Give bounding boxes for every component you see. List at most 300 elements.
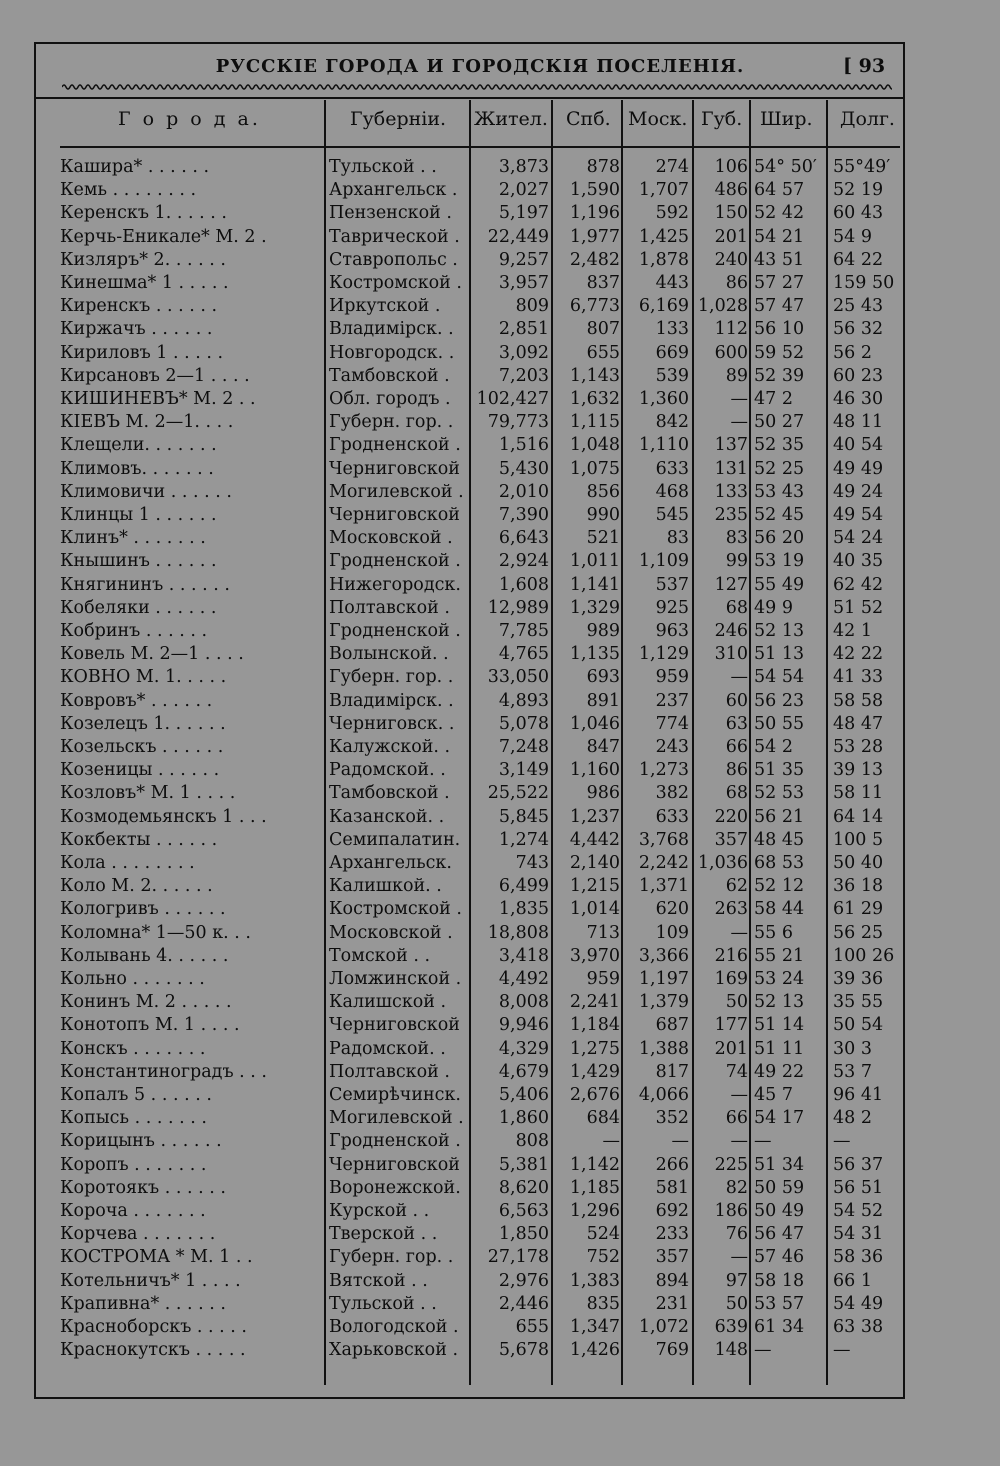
cell-moscow: 620 [655, 899, 689, 920]
cell-lon: 60 43 [833, 203, 884, 224]
cell-spb: 989 [586, 621, 620, 641]
cell-city: Козелецъ 1. . . . . . [60, 713, 226, 734]
table-row [0, 852, 1000, 875]
cell-spb: 847 [586, 737, 620, 757]
cell-lat: 57 46 [754, 1247, 805, 1268]
cell-gub: 148 [714, 1340, 748, 1361]
cell-lon: — [833, 1131, 851, 1152]
cell-gubernia: Ставропольс . [329, 249, 458, 270]
cell-gubernia: Черниговской [329, 1015, 460, 1036]
cell-city: Корчева . . . . . . . [60, 1224, 216, 1245]
cell-gubernia: Черниговской [329, 505, 460, 525]
table-row [0, 1130, 1000, 1153]
cell-moscow: 109 [655, 922, 689, 943]
cell-lat: 64 57 [754, 180, 805, 201]
cell-moscow: 545 [655, 505, 689, 525]
table-row [0, 1084, 1000, 1107]
col-header-lat: Шир. [760, 108, 813, 130]
cell-population: 7,248 [498, 737, 549, 757]
cell-lat: 54 54 [754, 667, 805, 688]
table-row [0, 829, 1000, 852]
cell-lat: 51 13 [754, 644, 805, 665]
cell-city: Красноборскъ . . . . . [60, 1317, 247, 1337]
cell-moscow: — [671, 1131, 689, 1152]
cell-city: Климовъ. . . . . . . [60, 458, 214, 479]
table-row [0, 202, 1000, 225]
cell-lat: 56 10 [754, 319, 805, 340]
cell-population: 1,608 [498, 574, 549, 595]
cell-spb: 1,590 [569, 180, 620, 201]
cell-lat: 57 47 [754, 296, 805, 317]
cell-lon: 30 3 [833, 1038, 872, 1059]
cell-city: Ковровъ* . . . . . . [60, 690, 213, 711]
cell-gubernia: Вятской . . [329, 1270, 428, 1291]
cell-gub: 1,036 [697, 853, 748, 873]
cell-lat: 51 11 [754, 1038, 805, 1059]
cell-moscow: 687 [655, 1015, 689, 1036]
table-row [0, 411, 1000, 434]
cell-gubernia: Иркутской . [329, 296, 441, 317]
cell-spb: 2,140 [569, 853, 620, 873]
cell-moscow: 382 [655, 783, 689, 804]
cell-spb: 752 [586, 1247, 620, 1268]
cell-lon: 35 55 [833, 992, 884, 1013]
cell-city: Кириловъ 1 . . . . . [60, 342, 224, 363]
cell-gubernia: Костромской . [329, 899, 462, 920]
cell-gub: 131 [714, 458, 748, 479]
cell-gubernia: Новгородск. . [329, 342, 455, 363]
cell-population: 12,989 [487, 597, 549, 618]
cell-city: Ковель М. 2—1 . . . . [60, 644, 244, 665]
cell-population: 2,010 [498, 481, 549, 502]
cell-moscow: 3,768 [638, 829, 689, 850]
cell-gubernia: Калишской . [329, 992, 447, 1013]
cell-gubernia: Московской . [329, 922, 453, 943]
cell-gubernia: Владимірск. . [329, 319, 454, 340]
table-row [0, 736, 1000, 759]
cell-city: КОВНО М. 1. . . . . [60, 667, 227, 688]
cell-lat: 51 14 [754, 1015, 805, 1036]
cell-gub: 220 [714, 806, 748, 827]
cell-gub: 68 [725, 597, 748, 618]
cell-city: КИШИНЕВЪ* М. 2 . . [60, 389, 256, 409]
cell-gubernia: Черниговской [329, 458, 460, 479]
cell-city: Кинешма* 1 . . . . . [60, 273, 229, 293]
cell-city: Клинъ* . . . . . . . [60, 528, 206, 549]
cell-spb: 986 [586, 783, 620, 804]
cell-gubernia: Томской . . [329, 945, 431, 966]
cell-gub: 177 [714, 1015, 748, 1036]
cell-gubernia: Радомской. . [329, 1038, 446, 1059]
cell-gubernia: Тульской . . [329, 157, 437, 177]
cell-lat: 53 19 [754, 551, 805, 572]
cell-moscow: 959 [655, 667, 689, 688]
cell-lat: 52 35 [754, 435, 805, 456]
cell-population: 6,499 [498, 876, 549, 897]
cell-gub: — [730, 922, 748, 943]
cell-spb: 990 [586, 505, 620, 525]
cell-lat: 52 39 [754, 365, 805, 386]
cell-gubernia: Архангельск. [329, 853, 452, 873]
cell-city: Клинцы 1 . . . . . . [60, 505, 217, 525]
cell-spb: 1,632 [569, 389, 620, 409]
cell-gubernia: Воронежской. [329, 1177, 461, 1198]
cell-moscow: 1,129 [638, 644, 689, 665]
cell-moscow: 1,360 [638, 389, 689, 409]
cell-lat: 54 2 [754, 737, 793, 757]
cell-spb: 837 [586, 273, 620, 293]
cell-moscow: 4,066 [638, 1085, 689, 1105]
cell-city: Киренскъ . . . . . . [60, 296, 218, 317]
cell-moscow: 774 [655, 713, 689, 734]
page-number: [ 93 [843, 55, 886, 77]
cell-population: 6,563 [498, 1201, 549, 1221]
cell-city: Климовичи . . . . . . [60, 481, 232, 502]
col-header-moscow: Моск. [628, 108, 688, 130]
page-title: РУССКІЕ ГОРОДА И ГОРОДСКІЯ ПОСЕЛЕНІЯ. [215, 56, 745, 77]
cell-lon: 46 30 [833, 389, 884, 409]
table-row [0, 643, 1000, 666]
cell-city: Короча . . . . . . . [60, 1201, 206, 1221]
cell-gubernia: Черниговской [329, 1154, 460, 1175]
cell-lon: 25 43 [833, 296, 884, 317]
cell-city: КІЕВЪ М. 2—1. . . . [60, 412, 234, 433]
cell-gubernia: Тульской . . [329, 1293, 437, 1314]
cell-lat: 55 6 [754, 922, 793, 943]
cell-lon: 40 35 [833, 551, 884, 572]
cell-population: 7,785 [498, 621, 549, 641]
cell-spb: 1,160 [569, 760, 620, 781]
cell-city: Кобеляки . . . . . . [60, 597, 217, 618]
cell-lat: 45 7 [754, 1085, 793, 1105]
table-row [0, 226, 1000, 249]
cell-moscow: 266 [655, 1154, 689, 1175]
cell-gubernia: Калишкой. . [329, 876, 442, 897]
cell-spb: 1,215 [569, 876, 620, 897]
cell-city: Кокбекты . . . . . . [60, 829, 218, 850]
cell-gub: 137 [714, 435, 748, 456]
cell-moscow: 633 [655, 806, 689, 827]
cell-moscow: 817 [655, 1061, 689, 1082]
table-row [0, 249, 1000, 272]
cell-gub: 169 [714, 969, 748, 989]
cell-moscow: 231 [655, 1293, 689, 1314]
cell-lon: 41 33 [833, 667, 884, 688]
cell-gub: 201 [714, 226, 748, 247]
cell-lon: 54 49 [833, 1293, 884, 1314]
cell-moscow: 581 [655, 1177, 689, 1198]
cell-moscow: 537 [655, 574, 689, 595]
cell-gubernia: Гродненской . [329, 1131, 461, 1152]
cell-lat: 50 27 [754, 412, 805, 433]
cell-gubernia: Тверской . . [329, 1224, 438, 1245]
table-row [0, 550, 1000, 573]
cell-population: 2,446 [498, 1293, 549, 1314]
cell-spb: 1,142 [569, 1154, 620, 1175]
cell-city: Конотопъ М. 1 . . . . [60, 1015, 240, 1036]
cell-lon: 53 28 [833, 737, 884, 757]
cell-moscow: 237 [655, 690, 689, 711]
cell-lon: 53 7 [833, 1061, 872, 1082]
cell-city: Кирсановъ 2—1 . . . . [60, 365, 250, 386]
cell-moscow: 633 [655, 458, 689, 479]
cell-gubernia: Московской . [329, 528, 453, 549]
cell-gub: 486 [714, 180, 748, 201]
wavy-divider [62, 82, 892, 92]
cell-lon: 42 1 [833, 621, 872, 641]
cell-moscow: 963 [655, 621, 689, 641]
cell-gubernia: Пензенской . [329, 203, 452, 224]
table-row [0, 295, 1000, 318]
cell-population: 2,027 [498, 180, 549, 201]
cell-population: 5,406 [498, 1085, 549, 1105]
cell-lat: 50 55 [754, 713, 805, 734]
cell-lon: 54 52 [833, 1201, 884, 1221]
cell-moscow: 1,109 [638, 551, 689, 572]
cell-gubernia: Тамбовской . [329, 783, 450, 804]
cell-population: 22,449 [487, 226, 549, 247]
table-row [0, 898, 1000, 921]
table-row [0, 1200, 1000, 1223]
cell-lat: 68 53 [754, 853, 805, 873]
cell-gub: 76 [725, 1224, 748, 1245]
cell-lat: 54° 50′ [754, 157, 817, 177]
cell-lon: 51 52 [833, 597, 884, 618]
cell-gub: 225 [714, 1154, 748, 1175]
cell-gub: 216 [714, 945, 748, 966]
table-row [0, 1339, 1000, 1362]
cell-moscow: 352 [655, 1108, 689, 1129]
cell-population: 4,893 [498, 690, 549, 711]
cell-population: 7,390 [498, 505, 549, 525]
cell-gub: 133 [714, 481, 748, 502]
cell-lat: 55 49 [754, 574, 805, 595]
cell-spb: 1,141 [569, 574, 620, 595]
cell-lon: — [833, 1340, 851, 1361]
cell-gub: 66 [725, 737, 748, 757]
cell-spb: 1,329 [569, 597, 620, 618]
cell-gub: 106 [714, 157, 748, 177]
cell-population: 3,149 [498, 760, 549, 781]
cell-lat: 50 49 [754, 1201, 805, 1221]
cell-spb: 1,185 [569, 1177, 620, 1198]
cell-city: Козмодемьянскъ 1 . . . [60, 806, 267, 827]
cell-population: 4,679 [498, 1061, 549, 1082]
table-row [0, 1014, 1000, 1037]
cell-population: 9,257 [498, 249, 549, 270]
cell-lon: 50 40 [833, 853, 884, 873]
cell-gubernia: Харьковской . [329, 1340, 459, 1361]
cell-lat: 49 22 [754, 1061, 805, 1082]
cell-gubernia: Губерн. гор. . [329, 667, 454, 688]
cell-city: Коломна* 1—50 к. . . [60, 922, 251, 943]
cell-spb: 655 [586, 342, 620, 363]
cell-lat: — [754, 1131, 772, 1152]
cell-lat: 43 51 [754, 249, 805, 270]
cell-lon: 50 54 [833, 1015, 884, 1036]
table-row [0, 1270, 1000, 1293]
cell-lon: 54 24 [833, 528, 884, 549]
header-bottom-rule [60, 146, 900, 148]
cell-population: 1,850 [498, 1224, 549, 1245]
cell-lon: 42 22 [833, 644, 884, 665]
table-row [0, 759, 1000, 782]
cell-gub: 186 [714, 1201, 748, 1221]
cell-population: 6,643 [498, 528, 549, 549]
cell-city: Котельничъ* 1 . . . . [60, 1270, 241, 1291]
cell-city: Керчь-Еникале* М. 2 . [60, 226, 267, 247]
cell-gub: 89 [725, 365, 748, 386]
cell-gub: — [730, 667, 748, 688]
cell-moscow: 669 [655, 342, 689, 363]
cell-spb: 1,135 [569, 644, 620, 665]
cell-gub: 50 [725, 992, 748, 1013]
cell-spb: 1,426 [569, 1340, 620, 1361]
cell-moscow: 1,707 [638, 180, 689, 201]
cell-moscow: 443 [655, 273, 689, 293]
cell-gub: 112 [714, 319, 748, 340]
cell-lat: 52 25 [754, 458, 805, 479]
cell-population: 5,078 [498, 713, 549, 734]
cell-lon: 100 26 [833, 945, 895, 966]
cell-gubernia: Семирѣчинск. [329, 1085, 461, 1105]
cell-lon: 66 1 [833, 1270, 872, 1291]
cell-lat: 50 59 [754, 1177, 805, 1198]
cell-moscow: 1,072 [638, 1317, 689, 1337]
cell-population: 3,873 [498, 157, 549, 177]
cell-spb: 524 [586, 1224, 620, 1245]
cell-population: 7,203 [498, 365, 549, 386]
cell-lon: 61 29 [833, 899, 884, 920]
cell-gub: 50 [725, 1293, 748, 1314]
cell-lon: 159 50 [833, 273, 895, 293]
table-row [0, 806, 1000, 829]
cell-spb: 2,676 [569, 1085, 620, 1105]
cell-gub: 82 [725, 1177, 748, 1198]
cell-gub: 1,028 [697, 296, 748, 317]
table-row [0, 1223, 1000, 1246]
table-row [0, 318, 1000, 341]
cell-gubernia: Казанской. . [329, 806, 445, 827]
table-row [0, 272, 1000, 295]
cell-moscow: 6,169 [638, 296, 689, 317]
col-header-lon: Долг. [840, 108, 895, 130]
cell-gub: 357 [714, 829, 748, 850]
cell-moscow: 1,425 [638, 226, 689, 247]
cell-population: 8,008 [498, 992, 549, 1013]
cell-city: Керенскъ 1. . . . . . [60, 203, 227, 224]
cell-city: Козельскъ . . . . . . [60, 737, 224, 757]
table-row [0, 968, 1000, 991]
cell-gubernia: Владимірск. . [329, 690, 454, 711]
table-row [0, 922, 1000, 945]
cell-moscow: 1,388 [638, 1038, 689, 1059]
cell-population: 1,516 [498, 435, 549, 456]
table-row [0, 1154, 1000, 1177]
cell-spb: 807 [586, 319, 620, 340]
cell-gubernia: Гродненской . [329, 621, 461, 641]
cell-population: 25,522 [487, 783, 549, 804]
cell-gub: 86 [725, 760, 748, 781]
cell-spb: 1,014 [569, 899, 620, 920]
cell-city: Клещели. . . . . . . [60, 435, 217, 456]
cell-city: Кола . . . . . . . . [60, 853, 195, 873]
table-row [0, 1316, 1000, 1339]
cell-lat: 51 34 [754, 1154, 805, 1175]
cell-moscow: 692 [655, 1201, 689, 1221]
table-row [0, 458, 1000, 481]
table-row [0, 782, 1000, 805]
cell-spb: 856 [586, 481, 620, 502]
cell-lon: 56 32 [833, 319, 884, 340]
cell-spb: 1,115 [569, 412, 620, 433]
cell-city: Краснокутскъ . . . . . [60, 1340, 246, 1361]
cell-lon: 49 24 [833, 481, 884, 502]
cell-lat: 54 21 [754, 226, 805, 247]
cell-lon: 48 11 [833, 412, 884, 433]
cell-gub: 263 [714, 899, 748, 920]
col-header-gubernia: Губерніи. [350, 108, 447, 130]
cell-gubernia: Таврической . [329, 226, 460, 247]
cell-spb: 1,275 [569, 1038, 620, 1059]
cell-spb: 1,429 [569, 1061, 620, 1082]
cell-gub: 99 [725, 551, 748, 572]
cell-population: 3,418 [498, 945, 549, 966]
cell-city: Княгининъ . . . . . . [60, 574, 230, 595]
table-row [0, 945, 1000, 968]
cell-lon: 58 11 [833, 783, 884, 804]
cell-population: 27,178 [487, 1247, 549, 1268]
cell-lon: 63 38 [833, 1317, 884, 1337]
table-row [0, 690, 1000, 713]
cell-spb: 4,442 [569, 829, 620, 850]
cell-moscow: 133 [655, 319, 689, 340]
cell-spb: 1,046 [569, 713, 620, 734]
cell-gubernia: Могилевской . [329, 1108, 464, 1129]
cell-moscow: 1,110 [638, 435, 689, 456]
cell-lat: 52 45 [754, 505, 805, 525]
cell-moscow: 842 [655, 412, 689, 433]
table-row [0, 1293, 1000, 1316]
cell-population: 79,773 [487, 412, 549, 433]
cell-lat: 56 20 [754, 528, 805, 549]
cell-city: Кольно . . . . . . . [60, 969, 205, 989]
cell-population: 809 [515, 296, 549, 317]
cell-lon: 40 54 [833, 435, 884, 456]
cell-city: Кизляръ* 2. . . . . . [60, 249, 226, 270]
cell-moscow: 3,366 [638, 945, 689, 966]
table-row [0, 1061, 1000, 1084]
cell-city: Кашира* . . . . . . [60, 157, 210, 177]
cell-population: 5,845 [498, 806, 549, 827]
cell-spb: 1,196 [569, 203, 620, 224]
cell-gub: — [730, 1131, 748, 1152]
table-row [0, 991, 1000, 1014]
table-row [0, 481, 1000, 504]
col-header-spb: Спб. [566, 108, 611, 130]
cell-population: 2,851 [498, 319, 549, 340]
cell-moscow: 592 [655, 203, 689, 224]
cell-city: Крапивна* . . . . . . [60, 1293, 226, 1314]
cell-moscow: 1,379 [638, 992, 689, 1013]
cell-gubernia: Полтавской . [329, 597, 450, 618]
cell-lat: 52 12 [754, 876, 805, 897]
cell-population: 743 [515, 853, 549, 873]
cell-gub: 150 [714, 203, 748, 224]
cell-lat: 53 43 [754, 481, 805, 502]
cell-moscow: 243 [655, 737, 689, 757]
cell-lon: 100 5 [833, 829, 884, 850]
